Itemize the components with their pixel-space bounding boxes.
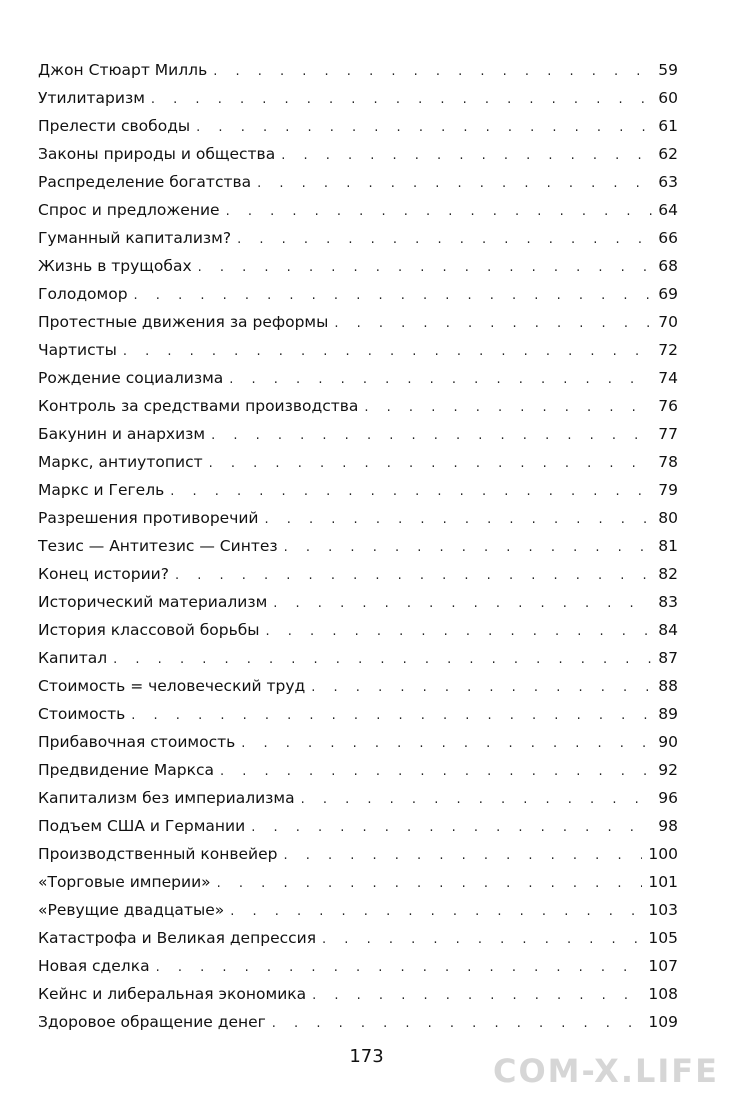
toc-dot-leader [237, 226, 652, 254]
toc-entry [38, 364, 678, 392]
toc-entry [38, 728, 678, 756]
toc-dot-leader [281, 142, 652, 170]
toc-entry [38, 952, 678, 980]
toc-dot-leader [134, 282, 653, 310]
toc-entry-title: Контроль за средствами производства [38, 397, 359, 415]
toc-entry-title: Рождение социализма [38, 369, 224, 387]
toc-entry [38, 840, 678, 868]
toc-entry [38, 896, 678, 924]
toc-entry [38, 756, 678, 784]
toc-entry-page: 80 [658, 509, 678, 527]
toc-entry-title: Кейнс и либеральная экономика [38, 985, 307, 1003]
toc-entry [38, 420, 678, 448]
toc-entry [38, 588, 678, 616]
toc-dot-leader [196, 114, 652, 142]
toc-entry [38, 868, 678, 896]
toc-entry-page: 87 [658, 649, 678, 667]
toc-dot-leader [123, 338, 652, 366]
toc-entry [38, 560, 678, 588]
toc-dot-leader [226, 198, 653, 226]
toc-entry-page: 81 [658, 537, 678, 555]
toc-entry-page: 62 [658, 145, 678, 163]
toc-entry [38, 504, 678, 532]
toc-entry-title: Распределение богатства [38, 173, 252, 191]
toc-entry-page: 82 [658, 565, 678, 583]
toc-dot-leader [272, 1010, 643, 1038]
toc-entry-page: 79 [658, 481, 678, 499]
toc-dot-leader [211, 422, 652, 450]
toc-entry [38, 672, 678, 700]
toc-entry-page: 69 [658, 285, 678, 303]
toc-dot-leader [251, 814, 652, 842]
toc-dot-leader [311, 674, 652, 702]
toc-entry-page: 60 [658, 89, 678, 107]
toc-entry-title: Гуманный капитализм? [38, 229, 232, 247]
toc-entry-title: Утилитаризм [38, 89, 145, 107]
toc-dot-leader [312, 982, 642, 1010]
toc-entry-page: 100 [648, 845, 678, 863]
page-number: 173 [349, 1046, 384, 1067]
toc-entry [38, 700, 678, 728]
toc-entry-title: Спрос и предложение [38, 201, 220, 219]
toc-entry-title: Разрешения противоречий [38, 509, 259, 527]
toc-entry-title: Маркс и Гегель [38, 481, 165, 499]
toc-entry-page: 63 [658, 173, 678, 191]
toc-entry-page: 96 [658, 789, 678, 807]
toc-entry-page: 90 [658, 733, 678, 751]
toc-entry [38, 448, 678, 476]
toc-entry [38, 924, 678, 952]
toc-entry-page: 77 [658, 425, 678, 443]
toc-entry-page: 92 [658, 761, 678, 779]
toc-entry-title: Капитализм без империализма [38, 789, 295, 807]
toc-entry [38, 1008, 678, 1036]
toc-entry-title: Прибавочная стоимость [38, 733, 236, 751]
toc-entry [38, 644, 678, 672]
toc-dot-leader [257, 170, 652, 198]
toc-entry-title: Стоимость [38, 705, 126, 723]
toc-entry [38, 280, 678, 308]
toc-entry-page: 107 [648, 957, 678, 975]
toc-entry-title: Производственный конвейер [38, 845, 278, 863]
toc-entry-title: Здоровое обращение денег [38, 1013, 266, 1031]
toc-dot-leader [131, 702, 652, 730]
toc-dot-leader [209, 450, 653, 478]
toc-dot-leader [151, 86, 652, 114]
toc-entry-title: Капитал [38, 649, 108, 667]
toc-entry-page: 78 [658, 453, 678, 471]
toc-entry [38, 112, 678, 140]
toc-entry-page: 74 [658, 369, 678, 387]
toc-entry [38, 84, 678, 112]
toc-dot-leader [213, 58, 652, 86]
toc-entry-title: Маркс, антиутопист [38, 453, 203, 471]
toc-entry-page: 109 [648, 1013, 678, 1031]
toc-entry-page: 88 [658, 677, 678, 695]
toc-dot-leader [241, 730, 652, 758]
toc-entry-title: «Торговые империи» [38, 873, 211, 891]
toc-entry [38, 980, 678, 1008]
toc-entry-page: 70 [658, 313, 678, 331]
toc-entry-title: Подъем США и Германии [38, 817, 246, 835]
toc-dot-leader [266, 618, 653, 646]
toc-dot-leader [229, 366, 652, 394]
toc-entry-title: Бакунин и анархизм [38, 425, 206, 443]
toc-entry-page: 66 [658, 229, 678, 247]
toc-entry-title: Жизнь в трущобах [38, 257, 192, 275]
toc-entry-page: 103 [648, 901, 678, 919]
toc-entry-page: 64 [658, 201, 678, 219]
toc-entry [38, 392, 678, 420]
toc-entry-title: История классовой борьбы [38, 621, 260, 639]
toc-dot-leader [220, 758, 652, 786]
toc-entry-title: Предвидение Маркса [38, 761, 214, 779]
toc-entry-page: 76 [658, 397, 678, 415]
toc-entry-title: Стоимость = человеческий труд [38, 677, 306, 695]
toc-entry-title: Прелести свободы [38, 117, 191, 135]
toc-dot-leader [156, 954, 643, 982]
toc-entry-page: 84 [658, 621, 678, 639]
toc-dot-leader [334, 310, 652, 338]
toc-dot-leader [273, 590, 652, 618]
toc-entry-page: 89 [658, 705, 678, 723]
toc-entry-title: Тезис — Антитезис — Синтез [38, 537, 278, 555]
toc-entry-title: Исторический материализм [38, 593, 268, 611]
toc-entry [38, 308, 678, 336]
toc-dot-leader [230, 898, 642, 926]
toc-dot-leader [198, 254, 653, 282]
toc-entry [38, 252, 678, 280]
toc-entry [38, 616, 678, 644]
toc-dot-leader [217, 870, 643, 898]
toc-entry-page: 108 [648, 985, 678, 1003]
toc-entry [38, 140, 678, 168]
toc-entry-title: Чартисты [38, 341, 117, 359]
toc-entry-title: «Ревущие двадцатые» [38, 901, 225, 919]
toc-entry-title: Новая сделка [38, 957, 150, 975]
toc-entry [38, 56, 678, 84]
toc-dot-leader [175, 562, 652, 590]
watermark: COM-X.LIFE [492, 1052, 719, 1090]
toc-entry-page: 101 [648, 873, 678, 891]
toc-entry-title: Законы природы и общества [38, 145, 276, 163]
toc-entry-page: 61 [658, 117, 678, 135]
toc-entry-title: Джон Стюарт Милль [38, 61, 208, 79]
toc-entry [38, 168, 678, 196]
toc-entry [38, 812, 678, 840]
toc-entry-title: Голодомор [38, 285, 128, 303]
toc-entry [38, 196, 678, 224]
toc-entry-page: 59 [658, 61, 678, 79]
toc-entry-title: Катастрофа и Великая депрессия [38, 929, 317, 947]
toc-entry-page: 72 [658, 341, 678, 359]
toc-dot-leader [284, 534, 653, 562]
toc-dot-leader [265, 506, 653, 534]
toc-entry [38, 224, 678, 252]
toc-dot-leader [322, 926, 642, 954]
toc-entry [38, 476, 678, 504]
toc-entry [38, 784, 678, 812]
toc-dot-leader [283, 842, 642, 870]
toc-dot-leader [113, 646, 652, 674]
table-of-contents [38, 56, 678, 1036]
toc-entry-page: 98 [658, 817, 678, 835]
toc-entry [38, 336, 678, 364]
toc-entry-page: 105 [648, 929, 678, 947]
toc-entry-page: 83 [658, 593, 678, 611]
toc-entry [38, 532, 678, 560]
toc-dot-leader [301, 786, 653, 814]
toc-entry-page: 68 [658, 257, 678, 275]
toc-dot-leader [170, 478, 652, 506]
toc-entry-title: Протестные движения за реформы [38, 313, 329, 331]
toc-entry-title: Конец истории? [38, 565, 169, 583]
toc-dot-leader [364, 394, 652, 422]
